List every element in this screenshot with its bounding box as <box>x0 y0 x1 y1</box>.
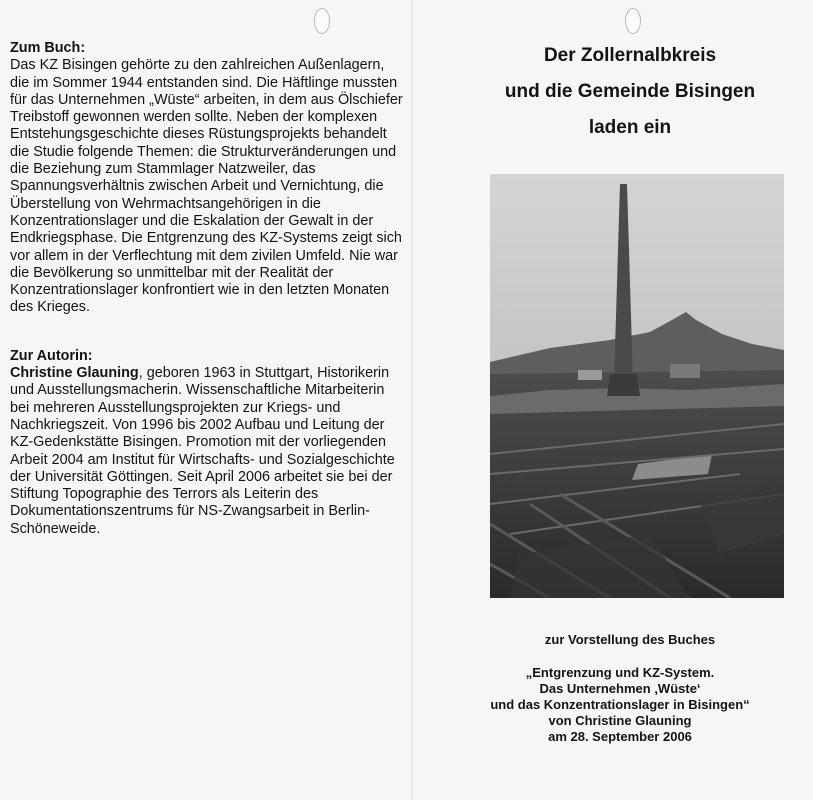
book-title-line-2: Das Unternehmen ‚Wüste‘ <box>539 681 701 696</box>
book-description: Das KZ Bisingen gehörte zu den zahlreichen Außenlagern, die im Sommer 1944 entstanden sind. Die Häftlinge mussten für das Unternehmen „Wüste“ arbeiten, in dem aus Ölschiefer Treibstoff gewonnen werden sollte. Neben der komplexen Entstehungsgeschichte dieses Rüstungsprojekts behandelt die Studie folgende Themen: die Strukturveränderungen und die Beziehung zum Stammlager Natzweiler, das Spannungsverhältnis zwischen Arbeit und Vernichtung, die Überstellung von Wehrmachtsangehörigen in die Konzentrationslager und die Eskalation der Gewalt in der Endkriegsphase. Die Entgrenzung des KZ-Systems zeigt sich vor allem in der Verflechtung mit dem zivilen Umfeld. Nie war die Bevölkerung so unmittelbar mit der Realität der Konzentrationslager konfrontiert wie in den letzten Monaten des Krieges. <box>10 57 403 316</box>
author-byline: von Christine Glauning <box>548 713 692 728</box>
author-bio <box>10 365 405 538</box>
title-line-1: Der Zollernalbkreis <box>543 45 717 66</box>
book-title-line-1: „Entgrenzung und KZ-System. <box>525 665 715 680</box>
left-panel <box>10 40 405 538</box>
author-section <box>10 348 405 538</box>
title-line-2: und die Gemeinde Bisingen <box>504 81 756 102</box>
author-heading: Zur Autorin: <box>10 347 93 364</box>
event-intro: zur Vorstellung des Buches <box>544 632 716 647</box>
chimney-landscape-image <box>490 174 784 598</box>
book-heading: Zum Buch: <box>10 40 86 56</box>
invitation-title <box>450 38 810 146</box>
author-text: , geboren 1963 in Stuttgart, Historikerin und Ausstellungsmacherin. Wissenschaftliche Mitarbeiterin bei mehreren Ausstellungsprojekten zur Kriegs- und Nachkriegszeit. Von 1996 bis 2002 Aufbau und Leitung der KZ-Gedenkstätte Bisingen. Promotion mit der vorliegenden Arbeit 2004 am Institut für Wirtschafts- und Sozialgeschichte der Universität Göttingen. Seit April 2006 arbeitet sie bei der Stiftung Topographie des Terrors als Leiterin des Dokumentationszentrums für NS-Zwangsarbeit in Berlin-Schöneweide. <box>10 365 395 537</box>
punch-hole-left <box>314 8 330 34</box>
punch-hole-right <box>625 8 641 34</box>
event-details <box>420 665 813 745</box>
book-title-line-3: und das Konzentrationslager in Bisingen“ <box>490 697 750 712</box>
historical-photo <box>490 174 784 598</box>
title-line-3: laden ein <box>588 117 672 138</box>
page-fold <box>411 0 413 800</box>
author-name: Christine Glauning <box>10 365 139 382</box>
event-date: am 28. September 2006 <box>548 729 692 744</box>
